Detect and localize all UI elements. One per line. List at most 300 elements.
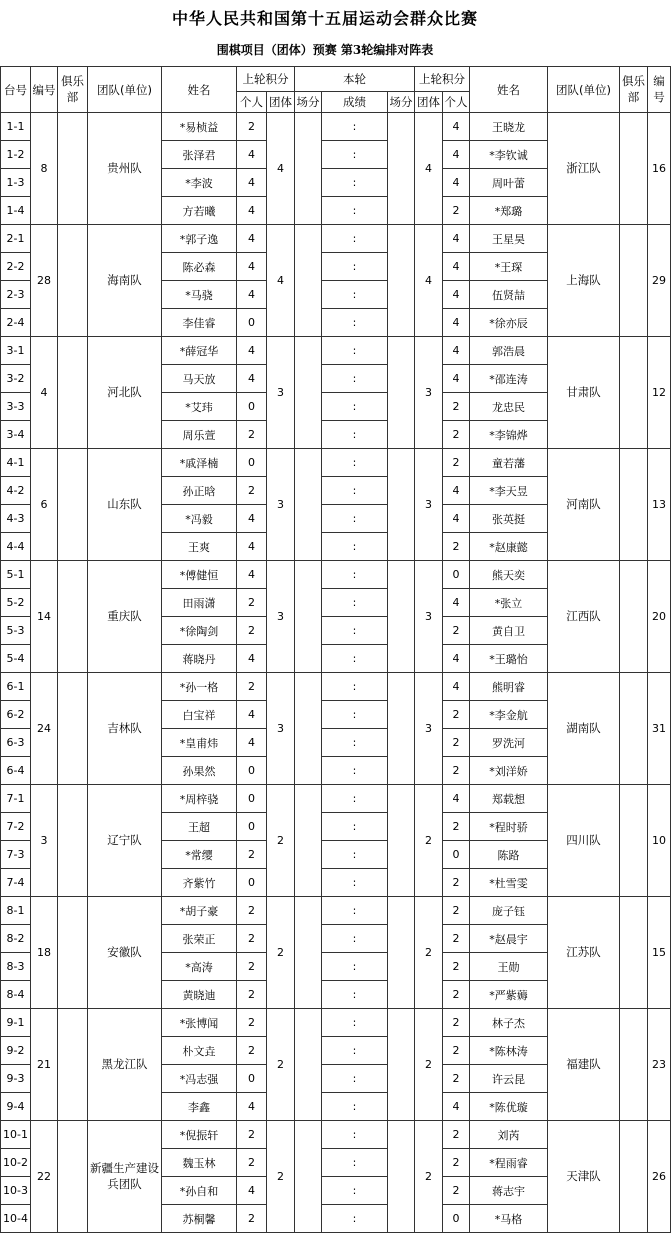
left-seed: 21 — [31, 1009, 58, 1121]
col-header-prev-points-right: 上轮积分 — [415, 67, 470, 92]
board-number: 9-2 — [1, 1037, 31, 1065]
right-player-name: *李钦诚 — [470, 141, 548, 169]
right-seed: 23 — [648, 1009, 671, 1121]
result-cell: : — [322, 617, 388, 645]
board-number: 10-4 — [1, 1205, 31, 1233]
left-seed: 6 — [31, 449, 58, 561]
right-personal-points: 4 — [443, 113, 470, 141]
col-header-team-right: 团队(单位) — [548, 67, 620, 113]
result-cell: : — [322, 1149, 388, 1177]
table-row — [1, 337, 671, 365]
result-cell: : — [322, 225, 388, 253]
right-personal-points: 4 — [443, 505, 470, 533]
right-team: 湖南队 — [548, 673, 620, 785]
board-number: 8-2 — [1, 925, 31, 953]
board-number: 2-3 — [1, 281, 31, 309]
right-player-name: 王勋 — [470, 953, 548, 981]
right-seed: 15 — [648, 897, 671, 1009]
right-personal-points: 2 — [443, 897, 470, 925]
left-match-points — [295, 1121, 322, 1233]
right-club — [620, 561, 648, 673]
right-club — [620, 225, 648, 337]
right-match-points — [388, 337, 415, 449]
right-player-name: *陈林涛 — [470, 1037, 548, 1065]
board-number: 7-2 — [1, 813, 31, 841]
right-personal-points: 4 — [443, 589, 470, 617]
right-club — [620, 785, 648, 897]
result-cell: : — [322, 253, 388, 281]
board-number: 9-3 — [1, 1065, 31, 1093]
board-number: 1-4 — [1, 197, 31, 225]
left-team: 黑龙江队 — [88, 1009, 162, 1121]
result-cell: : — [322, 1093, 388, 1121]
right-team-points: 3 — [415, 673, 443, 785]
right-seed: 10 — [648, 785, 671, 897]
left-player-name: 张泽君 — [162, 141, 237, 169]
result-cell: : — [322, 757, 388, 785]
left-club — [58, 113, 88, 225]
right-player-name: *李锦烨 — [470, 421, 548, 449]
board-number: 3-3 — [1, 393, 31, 421]
right-personal-points: 2 — [443, 729, 470, 757]
right-seed: 16 — [648, 113, 671, 225]
right-personal-points: 4 — [443, 477, 470, 505]
left-match-points — [295, 785, 322, 897]
right-player-name: *赵晨宇 — [470, 925, 548, 953]
left-player-name: *皇甫炜 — [162, 729, 237, 757]
left-team: 山东队 — [88, 449, 162, 561]
result-cell: : — [322, 169, 388, 197]
board-number: 4-1 — [1, 449, 31, 477]
left-team: 贵州队 — [88, 113, 162, 225]
right-team-points: 4 — [415, 113, 443, 225]
right-player-name: *程雨睿 — [470, 1149, 548, 1177]
right-club — [620, 897, 648, 1009]
left-personal-points: 4 — [237, 337, 267, 365]
right-personal-points: 2 — [443, 533, 470, 561]
left-player-name: 王爽 — [162, 533, 237, 561]
result-cell: : — [322, 1205, 388, 1233]
left-personal-points: 4 — [237, 645, 267, 673]
board-number: 5-3 — [1, 617, 31, 645]
right-team: 浙江队 — [548, 113, 620, 225]
left-team: 安徽队 — [88, 897, 162, 1009]
left-personal-points: 2 — [237, 841, 267, 869]
left-personal-points: 4 — [237, 169, 267, 197]
result-cell: : — [322, 813, 388, 841]
board-number: 4-4 — [1, 533, 31, 561]
left-team-points: 2 — [267, 1121, 295, 1233]
left-player-name: 孙正晗 — [162, 477, 237, 505]
left-club — [58, 785, 88, 897]
right-personal-points: 2 — [443, 757, 470, 785]
left-team: 重庆队 — [88, 561, 162, 673]
right-player-name: 郑载想 — [470, 785, 548, 813]
col-header-team-points-right: 团体 — [415, 92, 443, 113]
left-personal-points: 4 — [237, 1093, 267, 1121]
right-personal-points: 4 — [443, 337, 470, 365]
right-personal-points: 4 — [443, 365, 470, 393]
right-personal-points: 2 — [443, 813, 470, 841]
right-personal-points: 2 — [443, 953, 470, 981]
right-personal-points: 4 — [443, 645, 470, 673]
right-player-name: 林子杰 — [470, 1009, 548, 1037]
left-player-name: 李鑫 — [162, 1093, 237, 1121]
right-personal-points: 2 — [443, 197, 470, 225]
right-team: 江西队 — [548, 561, 620, 673]
right-club — [620, 673, 648, 785]
board-number: 1-1 — [1, 113, 31, 141]
board-number: 10-1 — [1, 1121, 31, 1149]
left-personal-points: 2 — [237, 1205, 267, 1233]
result-cell: : — [322, 337, 388, 365]
result-cell: : — [322, 281, 388, 309]
table-row — [1, 1121, 671, 1149]
left-personal-points: 4 — [237, 281, 267, 309]
board-number: 10-3 — [1, 1177, 31, 1205]
left-player-name: 方若曦 — [162, 197, 237, 225]
left-personal-points: 2 — [237, 1121, 267, 1149]
left-player-name: 周乐萱 — [162, 421, 237, 449]
left-personal-points: 2 — [237, 981, 267, 1009]
left-personal-points: 0 — [237, 813, 267, 841]
right-team: 江苏队 — [548, 897, 620, 1009]
left-player-name: 田雨潇 — [162, 589, 237, 617]
right-club — [620, 337, 648, 449]
right-personal-points: 2 — [443, 393, 470, 421]
left-club — [58, 225, 88, 337]
result-cell: : — [322, 589, 388, 617]
right-team: 福建队 — [548, 1009, 620, 1121]
result-cell: : — [322, 421, 388, 449]
col-header-club-right: 俱乐部 — [620, 67, 648, 113]
right-personal-points: 2 — [443, 925, 470, 953]
right-club — [620, 1009, 648, 1121]
result-cell: : — [322, 309, 388, 337]
right-team-points: 2 — [415, 785, 443, 897]
result-cell: : — [322, 113, 388, 141]
right-player-name: 郭浩晨 — [470, 337, 548, 365]
board-number: 6-4 — [1, 757, 31, 785]
board-number: 9-1 — [1, 1009, 31, 1037]
board-number: 2-4 — [1, 309, 31, 337]
left-player-name: 齐紫竹 — [162, 869, 237, 897]
left-personal-points: 2 — [237, 617, 267, 645]
left-player-name: *孙自和 — [162, 1177, 237, 1205]
right-match-points — [388, 785, 415, 897]
col-header-name: 姓名 — [162, 67, 237, 113]
left-player-name: *徐陶剑 — [162, 617, 237, 645]
left-player-name: *薛冠华 — [162, 337, 237, 365]
right-team: 四川队 — [548, 785, 620, 897]
right-match-points — [388, 225, 415, 337]
left-team-points: 4 — [267, 113, 295, 225]
left-player-name: *李波 — [162, 169, 237, 197]
board-number: 3-4 — [1, 421, 31, 449]
result-cell: : — [322, 729, 388, 757]
left-personal-points: 4 — [237, 1177, 267, 1205]
result-cell: : — [322, 533, 388, 561]
result-cell: : — [322, 1009, 388, 1037]
left-personal-points: 4 — [237, 253, 267, 281]
pairing-body — [1, 113, 671, 1233]
right-player-name: 罗洗河 — [470, 729, 548, 757]
result-cell: : — [322, 477, 388, 505]
right-match-points — [388, 113, 415, 225]
table-row — [1, 561, 671, 589]
left-player-name: *戚泽楠 — [162, 449, 237, 477]
right-player-name: *王琛 — [470, 253, 548, 281]
left-match-points — [295, 1009, 322, 1121]
right-club — [620, 113, 648, 225]
left-player-name: 白宝祥 — [162, 701, 237, 729]
left-team-points: 2 — [267, 785, 295, 897]
left-player-name: *艾玮 — [162, 393, 237, 421]
board-number: 5-2 — [1, 589, 31, 617]
result-cell: : — [322, 897, 388, 925]
result-cell: : — [322, 365, 388, 393]
result-cell: : — [322, 981, 388, 1009]
left-personal-points: 0 — [237, 869, 267, 897]
left-seed: 3 — [31, 785, 58, 897]
left-team: 海南队 — [88, 225, 162, 337]
left-team: 河北队 — [88, 337, 162, 449]
col-header-seed: 编号 — [31, 67, 58, 113]
right-player-name: *李天昱 — [470, 477, 548, 505]
left-personal-points: 2 — [237, 1037, 267, 1065]
right-personal-points: 2 — [443, 1177, 470, 1205]
left-player-name: 李佳睿 — [162, 309, 237, 337]
right-player-name: 陈路 — [470, 841, 548, 869]
col-header-this-round: 本轮 — [295, 67, 415, 92]
right-personal-points: 0 — [443, 841, 470, 869]
left-player-name: *孙一格 — [162, 673, 237, 701]
col-header-prev-points: 上轮积分 — [237, 67, 295, 92]
col-header-board: 台号 — [1, 67, 31, 113]
left-player-name: *冯毅 — [162, 505, 237, 533]
result-cell: : — [322, 925, 388, 953]
right-seed: 29 — [648, 225, 671, 337]
board-number: 6-1 — [1, 673, 31, 701]
right-personal-points: 2 — [443, 421, 470, 449]
right-match-points — [388, 1121, 415, 1233]
left-match-points — [295, 449, 322, 561]
left-match-points — [295, 225, 322, 337]
left-personal-points: 4 — [237, 365, 267, 393]
right-seed: 12 — [648, 337, 671, 449]
board-number: 1-2 — [1, 141, 31, 169]
left-club — [58, 449, 88, 561]
left-personal-points: 0 — [237, 393, 267, 421]
left-personal-points: 2 — [237, 897, 267, 925]
board-number: 6-3 — [1, 729, 31, 757]
right-team: 河南队 — [548, 449, 620, 561]
board-number: 9-4 — [1, 1093, 31, 1121]
right-personal-points: 2 — [443, 981, 470, 1009]
left-personal-points: 0 — [237, 449, 267, 477]
left-seed: 4 — [31, 337, 58, 449]
left-player-name: 蒋晓丹 — [162, 645, 237, 673]
left-personal-points: 2 — [237, 1009, 267, 1037]
left-player-name: *常缨 — [162, 841, 237, 869]
left-player-name: *易桢益 — [162, 113, 237, 141]
left-player-name: *傅健恒 — [162, 561, 237, 589]
table-row — [1, 113, 671, 141]
right-personal-points: 4 — [443, 169, 470, 197]
left-team-points: 4 — [267, 225, 295, 337]
right-personal-points: 4 — [443, 673, 470, 701]
col-header-match-points-right: 场分 — [388, 92, 415, 113]
left-player-name: 孙果然 — [162, 757, 237, 785]
right-personal-points: 4 — [443, 281, 470, 309]
result-cell: : — [322, 561, 388, 589]
left-team-points: 2 — [267, 897, 295, 1009]
left-personal-points: 0 — [237, 1065, 267, 1093]
left-personal-points: 2 — [237, 113, 267, 141]
left-player-name: 陈必森 — [162, 253, 237, 281]
right-player-name: *郑璐 — [470, 197, 548, 225]
left-seed: 18 — [31, 897, 58, 1009]
left-player-name: *胡子豪 — [162, 897, 237, 925]
right-personal-points: 2 — [443, 1009, 470, 1037]
table-row — [1, 449, 671, 477]
left-seed: 22 — [31, 1121, 58, 1233]
board-number: 8-4 — [1, 981, 31, 1009]
right-personal-points: 2 — [443, 1121, 470, 1149]
left-personal-points: 4 — [237, 701, 267, 729]
left-club — [58, 673, 88, 785]
right-player-name: 龙忠民 — [470, 393, 548, 421]
board-number: 7-4 — [1, 869, 31, 897]
right-player-name: 伍贤喆 — [470, 281, 548, 309]
left-team-points: 3 — [267, 337, 295, 449]
board-number: 1-3 — [1, 169, 31, 197]
right-personal-points: 2 — [443, 449, 470, 477]
result-cell: : — [322, 1177, 388, 1205]
right-player-name: *徐亦辰 — [470, 309, 548, 337]
left-personal-points: 2 — [237, 477, 267, 505]
col-header-personal: 个人 — [237, 92, 267, 113]
left-personal-points: 2 — [237, 925, 267, 953]
right-seed: 26 — [648, 1121, 671, 1233]
left-player-name: *周梓骁 — [162, 785, 237, 813]
right-team-points: 4 — [415, 225, 443, 337]
right-player-name: *马格 — [470, 1205, 548, 1233]
right-team-points: 3 — [415, 449, 443, 561]
table-row — [1, 785, 671, 813]
result-cell: : — [322, 673, 388, 701]
left-player-name: *郭子逸 — [162, 225, 237, 253]
document-title: 中华人民共和国第十五届运动会群众比赛 — [171, 9, 478, 28]
result-cell: : — [322, 869, 388, 897]
right-seed: 31 — [648, 673, 671, 785]
left-player-name: 张荣正 — [162, 925, 237, 953]
right-player-name: 黄自卫 — [470, 617, 548, 645]
left-player-name: 苏桐馨 — [162, 1205, 237, 1233]
right-team-points: 3 — [415, 561, 443, 673]
left-player-name: 王超 — [162, 813, 237, 841]
pairing-table — [0, 66, 671, 1233]
left-personal-points: 0 — [237, 309, 267, 337]
right-player-name: 童若藩 — [470, 449, 548, 477]
result-cell: : — [322, 785, 388, 813]
right-player-name: *杜雪雯 — [470, 869, 548, 897]
left-team: 吉林队 — [88, 673, 162, 785]
right-player-name: 周叶蕾 — [470, 169, 548, 197]
left-personal-points: 2 — [237, 673, 267, 701]
right-personal-points: 2 — [443, 617, 470, 645]
left-player-name: *张博闻 — [162, 1009, 237, 1037]
left-player-name: 朴文垚 — [162, 1037, 237, 1065]
left-club — [58, 1121, 88, 1233]
left-player-name: 黄晓迪 — [162, 981, 237, 1009]
right-player-name: 王晓龙 — [470, 113, 548, 141]
col-header-result: 成绩 — [322, 92, 388, 113]
board-number: 5-1 — [1, 561, 31, 589]
left-player-name: *高涛 — [162, 953, 237, 981]
right-player-name: *王璐怡 — [470, 645, 548, 673]
board-number: 4-2 — [1, 477, 31, 505]
left-match-points — [295, 113, 322, 225]
right-player-name: *严紫薅 — [470, 981, 548, 1009]
left-team-points: 3 — [267, 673, 295, 785]
right-player-name: *邵连涛 — [470, 365, 548, 393]
col-header-team: 团队(单位) — [88, 67, 162, 113]
table-row — [1, 673, 671, 701]
left-player-name: *冯志强 — [162, 1065, 237, 1093]
left-player-name: *马骁 — [162, 281, 237, 309]
left-seed: 28 — [31, 225, 58, 337]
right-club — [620, 1121, 648, 1233]
right-team-points: 2 — [415, 1009, 443, 1121]
left-personal-points: 4 — [237, 561, 267, 589]
right-seed: 20 — [648, 561, 671, 673]
table-row — [1, 897, 671, 925]
right-team-points: 2 — [415, 897, 443, 1009]
right-team: 天津队 — [548, 1121, 620, 1233]
left-personal-points: 2 — [237, 421, 267, 449]
left-player-name: 马天放 — [162, 365, 237, 393]
right-player-name: 许云昆 — [470, 1065, 548, 1093]
left-club — [58, 561, 88, 673]
left-personal-points: 4 — [237, 505, 267, 533]
left-club — [58, 1009, 88, 1121]
board-number: 7-3 — [1, 841, 31, 869]
right-player-name: 张英挺 — [470, 505, 548, 533]
right-player-name: *张立 — [470, 589, 548, 617]
left-personal-points: 4 — [237, 141, 267, 169]
board-number: 4-3 — [1, 505, 31, 533]
right-player-name: 王星昊 — [470, 225, 548, 253]
result-cell: : — [322, 449, 388, 477]
col-header-club: 俱乐部 — [58, 67, 88, 113]
right-player-name: 熊天奕 — [470, 561, 548, 589]
left-team: 辽宁队 — [88, 785, 162, 897]
right-player-name: 庞子钰 — [470, 897, 548, 925]
table-row — [1, 1009, 671, 1037]
right-personal-points: 2 — [443, 701, 470, 729]
right-player-name: 刘芮 — [470, 1121, 548, 1149]
left-player-name: 魏玉林 — [162, 1149, 237, 1177]
document-subtitle: 围棋项目（团体）预赛 第3轮编排对阵表 — [216, 43, 434, 57]
board-number: 8-3 — [1, 953, 31, 981]
right-club — [620, 449, 648, 561]
right-personal-points: 4 — [443, 141, 470, 169]
col-header-match-points: 场分 — [295, 92, 322, 113]
right-player-name: *李金航 — [470, 701, 548, 729]
left-seed: 24 — [31, 673, 58, 785]
left-seed: 8 — [31, 113, 58, 225]
